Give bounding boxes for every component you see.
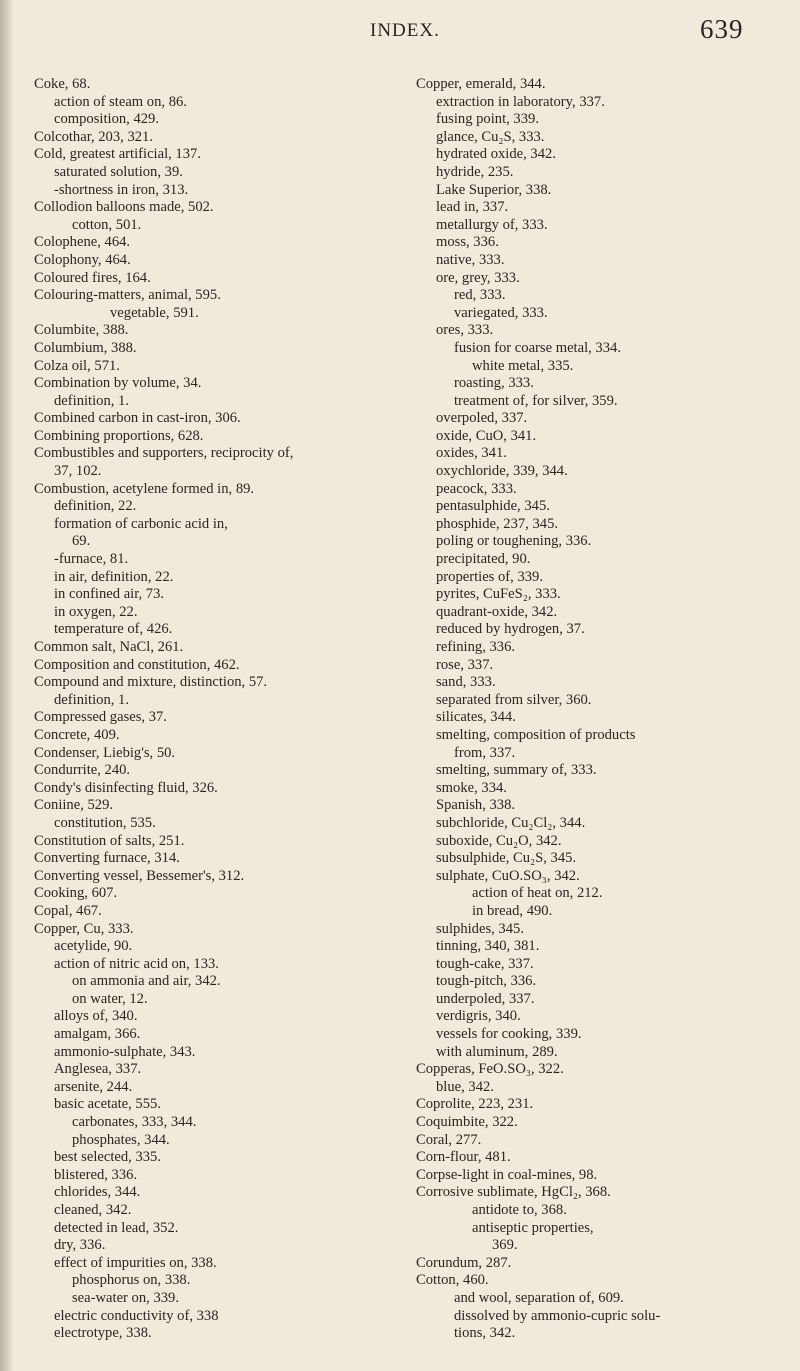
index-entry: amalgam, 366. [54, 1026, 141, 1043]
index-entry: in air, definition, 22. [54, 568, 174, 585]
index-entry: white metal, 335. [472, 357, 574, 374]
index-entry: fusion for coarse metal, 334. [454, 339, 621, 356]
index-entry: definition, 1. [54, 392, 129, 409]
index-entry: Corpse-light in coal-mines, 98. [416, 1166, 598, 1183]
index-entry: Converting furnace, 314. [34, 850, 180, 867]
index-entry: on water, 12. [72, 990, 148, 1007]
index-entry: Anglesea, 337. [54, 1061, 142, 1078]
index-entry: oxychloride, 339, 344. [436, 463, 568, 480]
index-entry: action of nitric acid on, 133. [54, 955, 219, 972]
page-header [0, 14, 800, 54]
index-entry: lead in, 337. [436, 199, 509, 216]
index-entry: native, 333. [436, 251, 505, 268]
index-entry: ore, grey, 333. [436, 269, 520, 286]
index-entry: separated from silver, 360. [436, 691, 592, 708]
index-entry: saturated solution, 39. [54, 163, 183, 180]
index-entry: detected in lead, 352. [54, 1219, 179, 1236]
index-entry: -furnace, 81. [54, 551, 129, 568]
index-entry: sulphides, 345. [436, 920, 524, 937]
index-entry: roasting, 333. [454, 375, 534, 392]
index-entry: precipitated, 90. [436, 551, 531, 568]
index-entry: sea-water on, 339. [72, 1289, 179, 1306]
index-entry: cotton, 501. [72, 216, 142, 233]
index-entry: Concrete, 409. [34, 726, 120, 743]
index-entry: electrotype, 338. [54, 1325, 152, 1342]
index-entry: Colouring-matters, animal, 595. [34, 287, 221, 304]
index-entry: antiseptic properties, [472, 1219, 594, 1236]
index-entry: Copal, 467. [34, 902, 102, 919]
index-entry: Collodion balloons made, 502. [34, 199, 214, 216]
index-entry: Condurrite, 240. [34, 762, 131, 779]
index-entry: Compressed gases, 37. [34, 709, 167, 726]
index-entry: properties of, 339. [436, 568, 543, 585]
index-entry: Columbite, 388. [34, 322, 129, 339]
index-entry: carbonates, 333, 344. [72, 1114, 197, 1131]
index-entry: tough-cake, 337. [436, 955, 534, 972]
index-entry: constitution, 535. [54, 814, 156, 831]
index-entry: Copper, Cu, 333. [34, 920, 134, 937]
index-entry: poling or toughening, 336. [436, 533, 592, 550]
index-entry: Spanish, 338. [436, 797, 516, 814]
page-binding-edge [0, 0, 14, 1371]
index-entry: Colza oil, 571. [34, 357, 120, 374]
index-entry: phosphates, 344. [72, 1131, 170, 1148]
index-entry: Cold, greatest artificial, 137. [34, 146, 201, 163]
index-entry: Cooking, 607. [34, 885, 118, 902]
index-entry: cleaned, 342. [54, 1202, 132, 1218]
index-entry: ores, 333. [436, 322, 494, 339]
index-entry: metallurgy of, 333. [436, 216, 548, 233]
index-entry: moss, 336. [436, 234, 499, 251]
index-entry: in confined air, 73. [54, 586, 165, 603]
index-entry: Converting vessel, Bessemer's, 312. [34, 867, 245, 884]
index-entry: Coloured fires, 164. [34, 269, 151, 286]
index-entry: and wool, separation of, 609. [454, 1289, 624, 1306]
index-entry: subsulphide, Cu₂S, 345. [436, 850, 577, 867]
index-entry: refining, 336. [436, 639, 516, 655]
index-entry: action of steam on, 86. [54, 93, 187, 110]
index-entry: smelting, composition of products [436, 726, 636, 743]
index-entry: Condenser, Liebig's, 50. [34, 744, 176, 761]
index-entry: peacock, 333. [436, 480, 517, 497]
index-entry: sand, 333. [436, 674, 496, 691]
index-entry: Lake Superior, 338. [436, 181, 552, 198]
index-entry: pentasulphide, 345. [436, 498, 550, 515]
index-entry: Composition and constitution, 462. [34, 656, 240, 673]
index-entry: Coniine, 529. [34, 797, 114, 814]
index-entry: Coprolite, 223, 231. [416, 1096, 534, 1113]
index-entry: antidote to, 368. [472, 1202, 567, 1218]
index-entry: Cotton, 460. [416, 1272, 489, 1289]
index-entry: Combustibles and supporters, reciprocity of, [34, 445, 294, 462]
index-entry: Coquimbite, 322. [416, 1114, 518, 1131]
index-entry: Copper, emerald, 344. [416, 76, 546, 92]
index-entry: phosphorus on, 338. [72, 1272, 191, 1289]
index-entry: chlorides, 344. [54, 1184, 141, 1201]
index-entry: from, 337. [454, 744, 516, 761]
index-entry: Corn-flour, 481. [416, 1149, 511, 1166]
index-entry: variegated, 333. [454, 304, 548, 321]
index-entry: tough-pitch, 336. [436, 973, 537, 990]
index-entry: formation of carbonic acid in, [54, 515, 228, 532]
index-entry: suboxide, Cu₂O, 342. [436, 832, 562, 849]
index-entry: Combination by volume, 34. [34, 375, 202, 392]
index-entry: temperature of, 426. [54, 621, 173, 638]
index-entry: Columbium, 388. [34, 339, 137, 356]
index-entry: tions, 342. [454, 1325, 516, 1342]
index-entry: sulphate, CuO.SO₃, 342. [436, 867, 580, 884]
index-entry: Colophony, 464. [34, 251, 131, 268]
index-entry: vegetable, 591. [110, 304, 199, 321]
index-entry: fusing point, 339. [436, 111, 539, 128]
index-entry: dissolved by ammonio-cupric solu- [454, 1307, 661, 1324]
index-entry: Combustion, acetylene formed in, 89. [34, 480, 255, 497]
index-entry: overpoled, 337. [436, 410, 528, 427]
index-entry: extraction in laboratory, 337. [436, 93, 605, 110]
index-entry: rose, 337. [436, 656, 494, 673]
index-entry: 369. [492, 1237, 518, 1254]
index-entry: oxides, 341. [436, 445, 507, 462]
index-entry: effect of impurities on, 338. [54, 1254, 217, 1271]
index-column-right [416, 76, 788, 1343]
index-entry: alloys of, 340. [54, 1008, 138, 1025]
index-entry: oxide, CuO, 341. [436, 427, 537, 444]
index-entry: acetylide, 90. [54, 938, 133, 955]
index-entry: Coke, 68. [34, 76, 91, 92]
index-entry: hydride, 235. [436, 163, 514, 180]
index-entry: subchloride, Cu₂Cl₂, 344. [436, 814, 586, 831]
index-entry: on ammonia and air, 342. [72, 973, 221, 990]
index-entry: blue, 342. [436, 1078, 494, 1095]
index-entry: best selected, 335. [54, 1149, 161, 1166]
index-entry: reduced by hydrogen, 37. [436, 621, 585, 638]
index-column-left [34, 76, 396, 1343]
index-entry: -shortness in iron, 313. [54, 181, 189, 198]
index-entry: silicates, 344. [436, 709, 516, 726]
index-entry: underpoled, 337. [436, 990, 535, 1007]
index-entry: Colophene, 464. [34, 234, 131, 251]
index-entry: pyrites, CuFeS₂, 333. [436, 586, 561, 603]
index-entry: smoke, 334. [436, 779, 507, 796]
index-entry: red, 333. [454, 287, 506, 304]
index-entry: definition, 1. [54, 691, 129, 708]
page-number: 639 [700, 14, 744, 44]
index-entry: dry, 336. [54, 1237, 106, 1254]
index-entry: Condy's disinfecting fluid, 326. [34, 779, 218, 796]
index-entry: 37, 102. [54, 463, 102, 480]
index-entry: with aluminum, 289. [436, 1043, 558, 1060]
index-entry: Common salt, NaCl, 261. [34, 639, 184, 655]
index-entry: arsenite, 244. [54, 1078, 133, 1095]
index-entry: blistered, 336. [54, 1166, 138, 1183]
index-entry: verdigris, 340. [436, 1008, 521, 1025]
index-entry: action of heat on, 212. [472, 885, 603, 902]
index-entry: Corundum, 287. [416, 1254, 512, 1271]
index-entry: Colcothar, 203, 321. [34, 128, 153, 145]
index-entry: Compound and mixture, distinction, 57. [34, 674, 268, 691]
index-entry: Corrosive sublimate, HgCl₂, 368. [416, 1184, 611, 1201]
index-entry: quadrant-oxide, 342. [436, 603, 558, 620]
index-entry: tinning, 340, 381. [436, 938, 540, 955]
index-entry: ammonio-sulphate, 343. [54, 1043, 196, 1060]
index-entry: Coral, 277. [416, 1131, 482, 1148]
index-entry: in oxygen, 22. [54, 603, 138, 620]
index-entry: phosphide, 237, 345. [436, 515, 559, 532]
index-entry: in bread, 490. [472, 902, 553, 919]
index-entry: composition, 429. [54, 111, 159, 128]
index-entry: Constitution of salts, 251. [34, 832, 185, 849]
index-entry: treatment of, for silver, 359. [454, 392, 618, 409]
index-entry: electric conductivity of, 338 [54, 1307, 219, 1324]
index-entry: glance, Cu₂S, 333. [436, 128, 545, 145]
index-entry: definition, 22. [54, 498, 137, 515]
index-entry: Combining proportions, 628. [34, 427, 204, 444]
index-entry: 69. [72, 533, 91, 550]
index-entry: smelting, summary of, 333. [436, 762, 597, 779]
index-entry: Combined carbon in cast-iron, 306. [34, 410, 241, 427]
index-entry: Copperas, FeO.SO₃, 322. [416, 1061, 564, 1078]
index-entry: vessels for cooking, 339. [436, 1026, 582, 1043]
running-head: INDEX. [370, 20, 440, 41]
index-entry: hydrated oxide, 342. [436, 146, 556, 163]
index-entry: basic acetate, 555. [54, 1096, 161, 1113]
